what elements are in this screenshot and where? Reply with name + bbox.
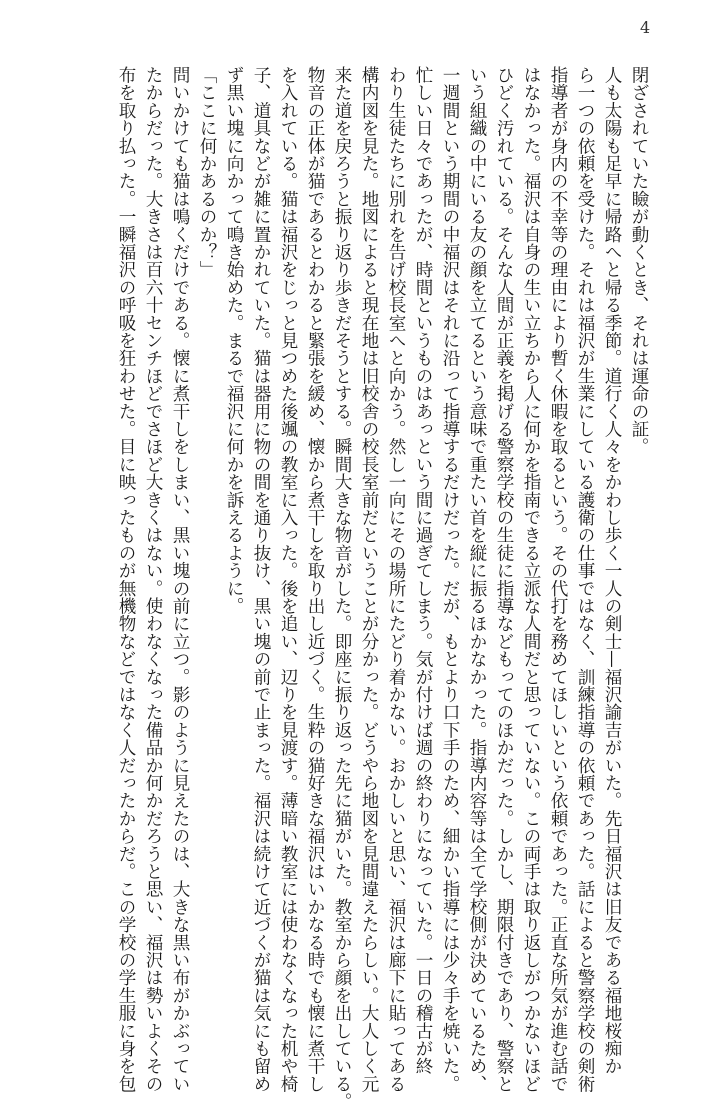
page-number: 4	[640, 18, 651, 37]
text-line: ひどく汚れている。そんな人間が正義を掲げる警察学校の生徒に指導などもってのほかだった。しかし、期限付きであり、警察と	[494, 66, 514, 1093]
text-line: いう組織の中にいる友の顔を立てるという意味で重たい首を縦に振るほかなかった。指導内容等は全て学校側が決めているため、	[467, 66, 487, 1093]
text-line: わり生徒たちに別れを告げ校長室へと向かう。然し一向にその場所にたどり着かない。おかしいと思い、福沢は廊下に貼ってある	[386, 66, 406, 1093]
text-line: 問いかけても猫は鳴くだけである。懐に煮干しをしまい、黒い塊の前に立つ。影のように見えたのは、大きな黒い布がかぶってい	[170, 66, 190, 1093]
text-line: 来た道を戻ろうと振り返り歩きだそうとする。瞬間大きな物音がした。即座に振り返った先に猫がいた。教室から顔を出している。	[332, 66, 352, 1110]
vertical-text-body	[42, 66, 652, 1110]
text-line: 忙しい日々であったが、時間というものはあっという間に過ぎてしまう。気が付けば週の終わりになっていた。一日の稽古が終	[413, 66, 433, 1075]
text-line: ら一つの依頼を受けた。それは福沢が生業にしている護衛の仕事ではなく、訓練指導の依頼であった。話によると警察学校の剣術	[575, 66, 595, 1093]
text-line: 物音の正体が猫であるとわかると緊張を緩め、懐から煮干しを取り出し近づく。生粋の猫好きな福沢はいかなる時でも懐に煮干し	[305, 66, 325, 1093]
text-line: 閉ざされていた瞼が動くとき、それは運命の証。	[629, 66, 649, 456]
text-line: 子、道具などが雑に置かれていた。猫は器用に物の間を通り抜け、黒い塊の前で止まった。福沢は続けて近づくが猫は気にも留め	[251, 66, 271, 1093]
text-line: 指導者が身内の不幸等の理由により暫く休暇を取るという。その代打を務めてほしいという依頼であった。正直な所気が進む話で	[548, 66, 568, 1093]
text-line: 「ここに何かあるのか？」	[197, 66, 217, 279]
text-line: 一週間という期間の中福沢はそれに沿って指導するだけだった。だが、もとより口下手のため、細かい指導には少々手を焼いた。	[440, 66, 460, 1093]
text-line: たからだった。大きさは百六十センチほどでさほど大きくはない。使わなくなった備品か何かだろうと思い、福沢は勢いよくその	[143, 66, 163, 1093]
text-line: ず黒い塊に向かって鳴き始めた。まるで福沢に何かを訴えるように。	[224, 66, 244, 615]
text-line: 構内図を見た。地図によると現在地は旧校舎の校長室前だということが分かった。どうやら地図を見間違えたらしい。大人しく元	[359, 66, 379, 1093]
text-line: はなかった。福沢は自身の生い立ちから人に何かを指南できる立派な人間だと思っていない。この両手は取り返しがつかないほど	[521, 66, 541, 1093]
text-line: を入れている。猫は福沢をじっと見つめた後颯の教室に入った。後を追い、辺りを見渡す。薄暗い教室には使わなくなった机や椅	[278, 66, 298, 1093]
text-line: 布を取り払った。一瞬福沢の呼吸を狂わせた。目に映ったものが無機物などではなく人だったからだ。この学校の学生服に身を包	[116, 66, 136, 1093]
text-line: 人も太陽も足早に帰路へと帰る季節。道行く人々をかわし歩く一人の剣士—福沢諭吉がいた。先日福沢は旧友である福地桜痴か	[602, 66, 622, 1075]
